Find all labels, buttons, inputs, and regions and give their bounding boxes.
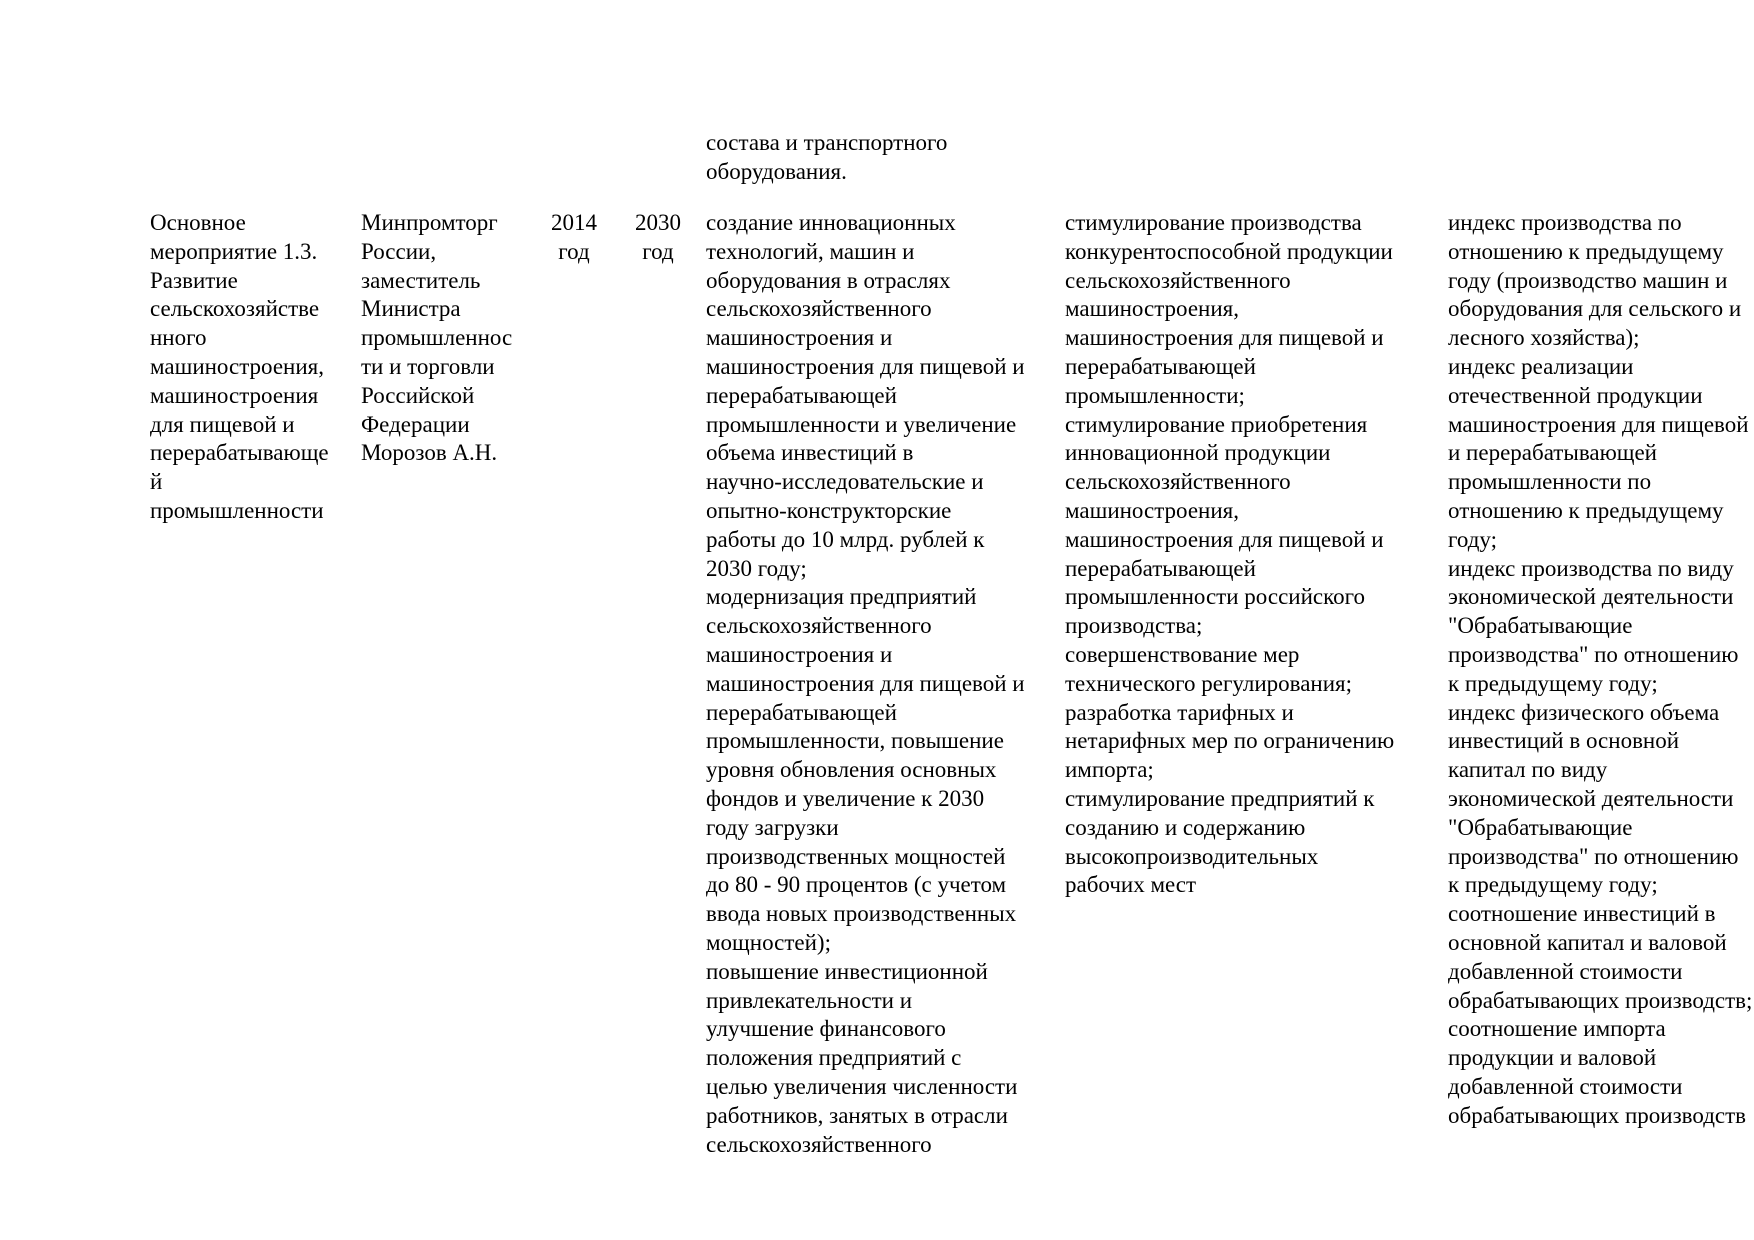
implementation-directions-cell: стимулирование производства конкурентоспособной продукции сельскохозяйственного машиностроения, машиностроения для пищевой и перерабатывающей промышленности; стимулирование приобретения инновационной продукции сельскохозяйственного машиностроения, машиностроения для пищевой и перерабатывающей промышленности российского производства; совершенствование мер технического регулирования; разработка тарифных и нетарифных мер по ограничению импорта; стимулирование предприятий к созданию и содержанию высокопроизводительных рабочих мест — [1065, 210, 1395, 898]
start-year-cell: 2014 год — [551, 210, 597, 264]
responsible-executor-cell: Минпромторг России, заместитель Министра промышленнос ти и торговли Российской Федерации Морозов А.Н. — [361, 210, 513, 466]
end-year-cell: 2030 год — [635, 210, 681, 264]
expected-result-cell: создание инновационных технологий, машин и оборудования в отраслях сельскохозяйственного машиностроения и машиностроения для пищевой и перерабатывающей промышленности и увеличение объема инвестиций в научно-исследовательские и опытно-конструкторские работы до 10 млрд. рублей к 2030 году; модернизация предприятий сельскохозяйственного машиностроения и машиностроения для пищевой и перерабатывающей промышленности, повышение уровня обновления основных фондов и увеличение к 2030 году загрузки производственных мощностей до 80 - 90 процентов (с учетом ввода новых производственных мощностей); повышение инвестиционной привлекательности и улучшение финансового положения предприятий с целью увеличения численности работников, занятых в отрасли сельскохозяйственного — [706, 210, 1025, 1157]
indicators-cell: индекс производства по отношению к предыдущему году (производство машин и оборудования для сельского и лесного хозяйства); индекс реализации отечественной продукции машиностроения для пищевой и перерабатывающей промышленности по отношению к предыдущему году; индекс производства по виду экономической деятельности "Обрабатывающие производства" по отношению к предыдущему году; индекс физического объема инвестиций в основной капитал по виду экономической деятельности "Обрабатывающие производства" по отношению к предыдущему году; соотношение инвестиций в основной капитал и валовой добавленной стоимости обрабатывающих производств; соотношение импорта продукции и валовой добавленной стоимости обрабатывающих производств — [1448, 210, 1753, 1128]
continuation-text: состава и транспортного оборудования. — [706, 130, 948, 184]
activity-name-cell: Основное мероприятие 1.3. Развитие сельскохозяйстве нного машиностроения, машиностроения для пищевой и перерабатывающе й промышленности — [150, 210, 329, 523]
